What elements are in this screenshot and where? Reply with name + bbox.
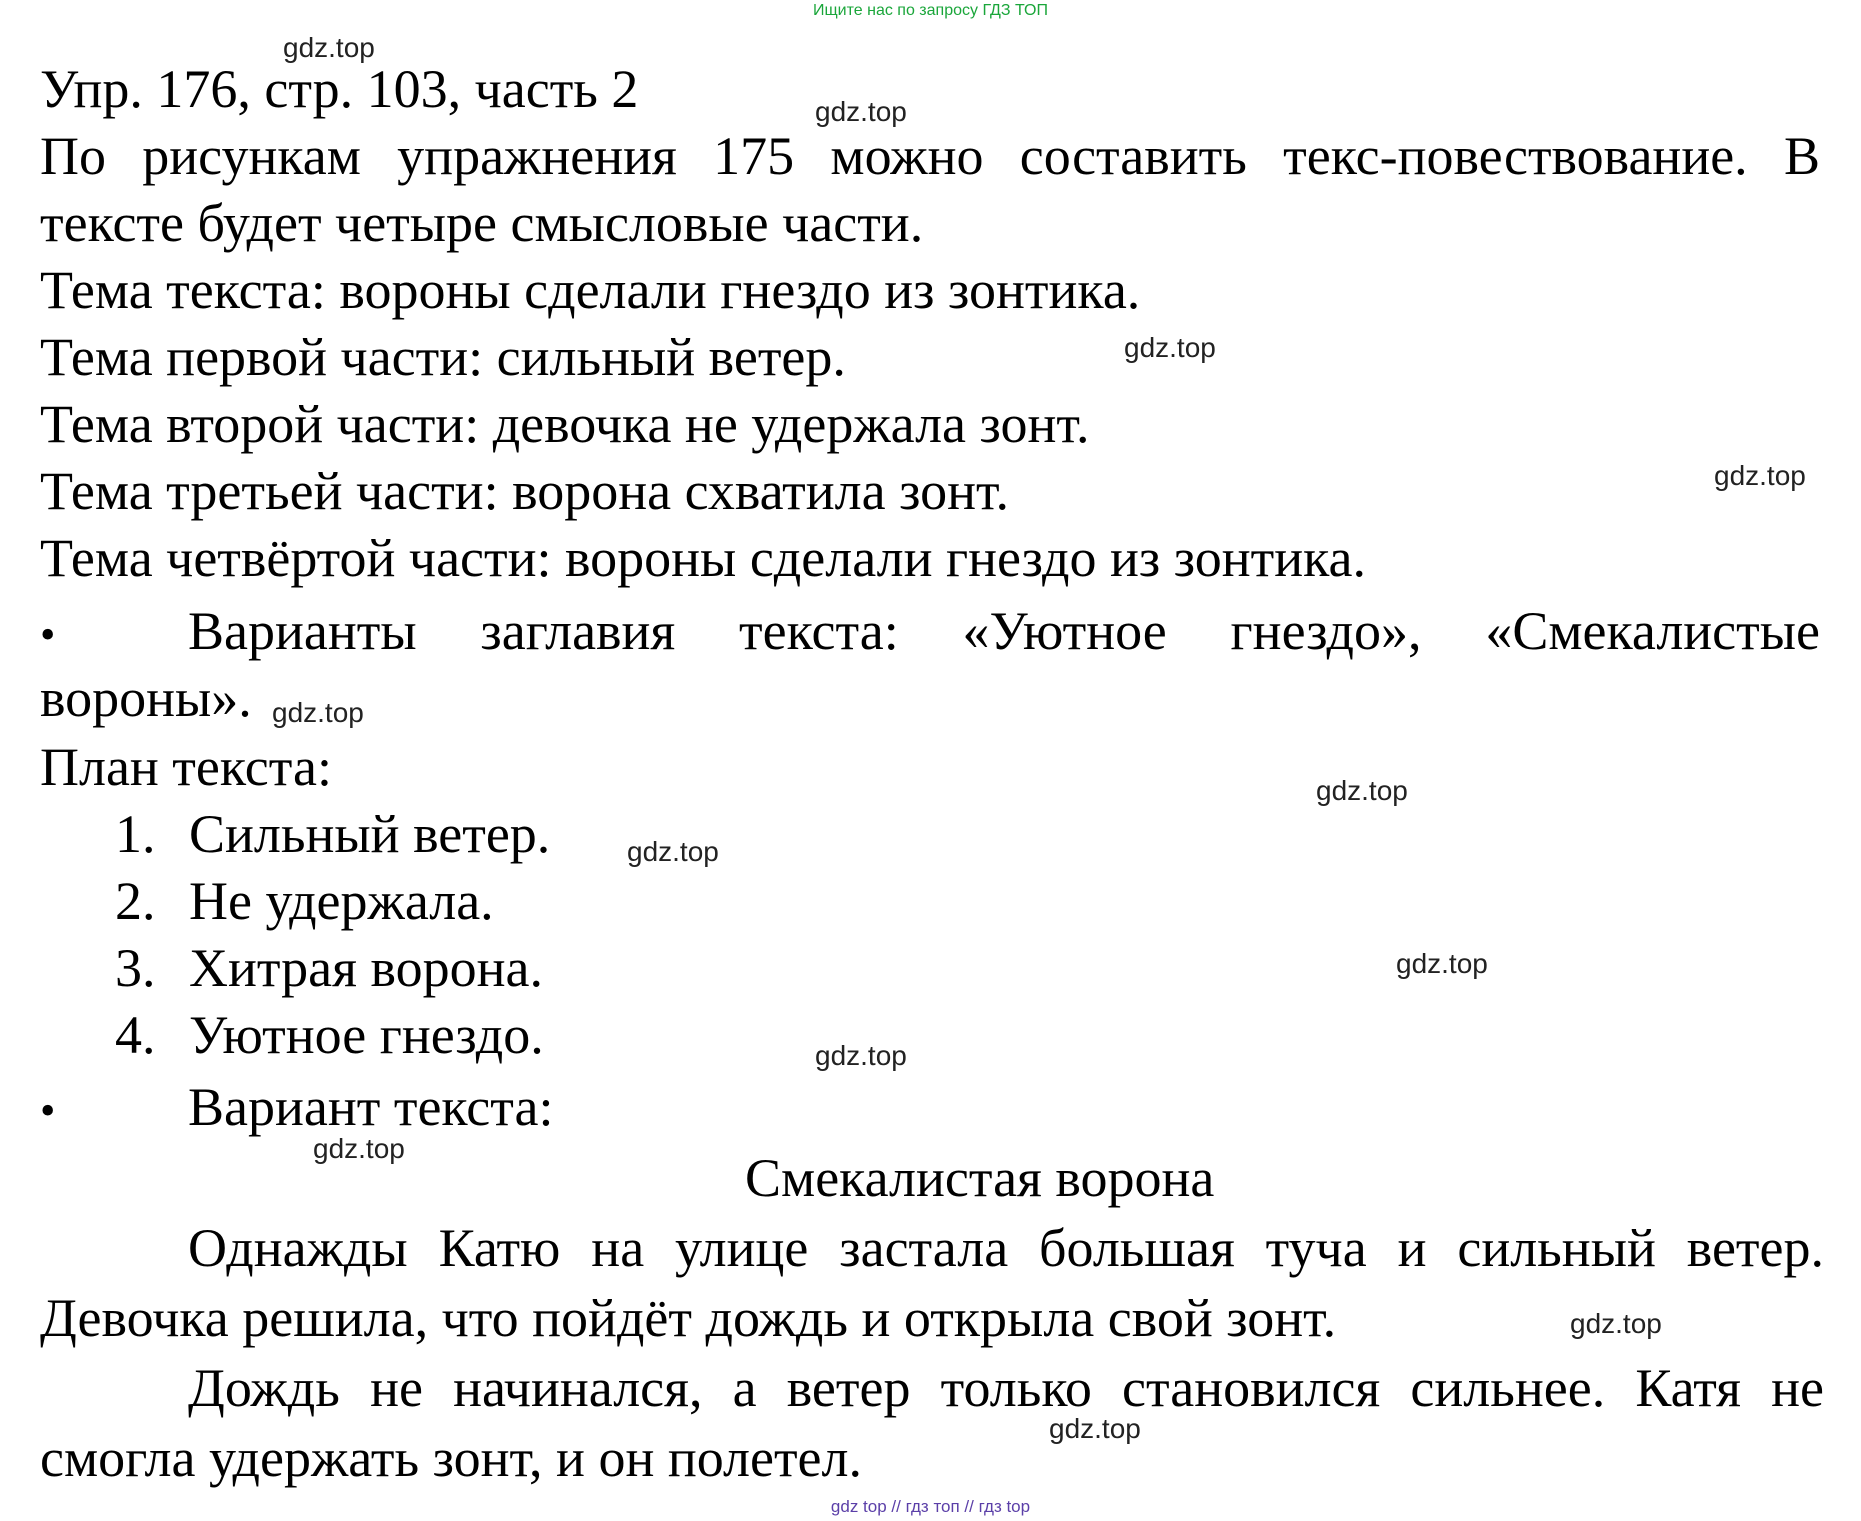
watermark: gdz.top (1396, 948, 1488, 979)
watermark: gdz.top (313, 1133, 405, 1164)
intro-line-2: тексте будет четыре смысловые части. (40, 193, 924, 253)
watermark: gdz.top (815, 96, 907, 127)
story-paragraph-2 (40, 1353, 1824, 1493)
bullet-icon: • (40, 610, 56, 659)
plan-item-number: 3. (115, 938, 156, 998)
title-variants-line-1 (40, 598, 1820, 668)
watermark: gdz.top (1714, 460, 1806, 491)
text-variant-label-row (40, 1074, 554, 1144)
title-variants-line-2: вороны». (40, 668, 252, 728)
bullet-icon: • (40, 1086, 56, 1135)
watermark: gdz.top (1570, 1308, 1662, 1339)
theme-part-4: Тема четвёртой части: вороны сделали гнездо из зонтика. (40, 528, 1367, 588)
plan-item (115, 1002, 544, 1068)
plan-item-text: Хитрая ворона. (189, 938, 543, 998)
plan-item-number: 1. (115, 804, 156, 864)
story-title: Смекалистая ворона (745, 1148, 1215, 1208)
plan-heading: План текста: (40, 737, 332, 797)
plan-item-text: Уютное гнездо. (189, 1005, 544, 1065)
watermark: gdz.top (815, 1040, 907, 1071)
plan-item-text: Сильный ветер. (189, 804, 551, 864)
intro-line-1: По рисункам упражнения 175 можно составить текс-повествование. В (40, 126, 1820, 186)
theme-part-2: Тема второй части: девочка не удержала зонт. (40, 394, 1090, 454)
plan-item (115, 868, 494, 934)
exercise-heading: Упр. 176, стр. 103, часть 2 (40, 59, 639, 119)
theme-part-3: Тема третьей части: ворона схватила зонт. (40, 461, 1010, 521)
top-banner: Ищите нас по запросу ГДЗ ТОП (813, 2, 1048, 19)
watermark: gdz.top (1124, 332, 1216, 363)
theme-text: Тема текста: вороны сделали гнездо из зонтика. (40, 260, 1141, 320)
story-paragraph-2-text: Дождь не начинался, а ветер только становился сильнее. Катя не смогла удержать зонт, и он полетел. (40, 1358, 1824, 1488)
theme-part-1: Тема первой части: сильный ветер. (40, 327, 846, 387)
watermark: gdz.top (272, 697, 364, 728)
watermark: gdz.top (1049, 1413, 1141, 1444)
plan-item-number: 2. (115, 871, 156, 931)
plan-item-number: 4. (115, 1005, 156, 1065)
plan-item-text: Не удержала. (189, 871, 494, 931)
plan-item (115, 935, 543, 1001)
title-variants-text: Варианты заглавия текста: «Уютное гнездо», «Смекалистые (188, 601, 1820, 661)
footer: gdz top // гдз топ // гдз top (830, 1497, 1031, 1516)
story-paragraph-1 (40, 1213, 1824, 1353)
text-variant-label: Вариант текста: (188, 1077, 554, 1137)
watermark: gdz.top (283, 32, 375, 63)
plan-item (115, 801, 550, 867)
watermark: gdz.top (1316, 775, 1408, 806)
story-paragraph-1-text: Однажды Катю на улице застала большая туча и сильный ветер. Девочка решила, что пойдёт дождь и открыла свой зонт. (40, 1218, 1824, 1348)
watermark: gdz.top (627, 836, 719, 867)
